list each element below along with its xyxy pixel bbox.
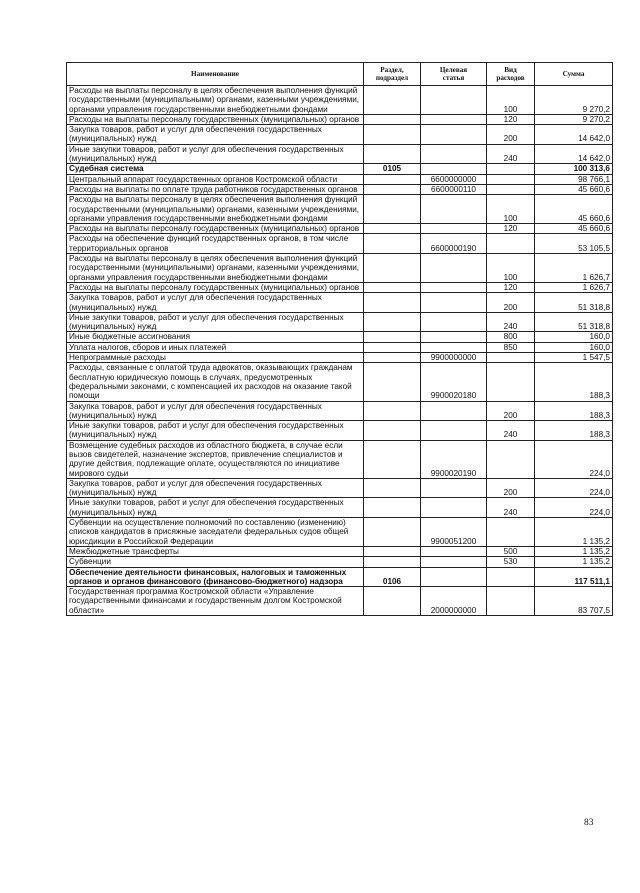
row-kind-cell: 240 (487, 498, 535, 518)
row-kind-cell: 240 (487, 144, 535, 164)
table-row (67, 401, 613, 421)
row-section-cell (364, 144, 421, 164)
row-sum-cell: 117 511,1 (535, 567, 613, 587)
row-name-cell: Субвенции (67, 557, 364, 567)
row-section-cell (364, 234, 421, 254)
table-row (67, 518, 613, 547)
row-name-cell: Расходы, связанные с оплатой труда адвокатов, оказывающих гражданам бесплатную юридическую помощь в случаях, предусмотренных федеральными законами, с компенсацией их расходов на оказание такой помощи (67, 363, 364, 401)
header-section-line1: Раздел, (380, 66, 404, 74)
row-name-cell: Закупка товаров, работ и услуг для обеспечения государственных (муниципальных) нужд (67, 293, 364, 313)
budget-table (66, 62, 613, 616)
row-section-cell (364, 342, 421, 352)
row-target-cell (421, 401, 487, 421)
row-name-cell: Центральный аппарат государственных органов Костромской области (67, 174, 364, 184)
table-row (67, 567, 613, 587)
row-sum-cell: 51 318,8 (535, 312, 613, 332)
row-target-cell: 6600000000 (421, 174, 487, 184)
row-kind-cell: 100 (487, 195, 535, 224)
row-kind-cell (487, 587, 535, 616)
row-target-cell (421, 557, 487, 567)
row-section-cell (364, 478, 421, 498)
row-kind-cell: 200 (487, 401, 535, 421)
row-section-cell (364, 184, 421, 194)
table-row (67, 440, 613, 478)
row-sum-cell: 1 626,7 (535, 282, 613, 292)
row-sum-cell: 1 135,2 (535, 557, 613, 567)
row-name-cell: Расходы на выплаты персоналу государственных (муниципальных) органов (67, 114, 364, 124)
row-section-cell (364, 421, 421, 441)
header-target (421, 63, 487, 86)
row-target-cell: 9900051200 (421, 518, 487, 547)
table-row (67, 546, 613, 556)
row-section-cell (364, 401, 421, 421)
row-name-cell: Межбюджетные трансферты (67, 546, 364, 556)
row-target-cell (421, 332, 487, 342)
row-section-cell (364, 174, 421, 184)
row-target-cell (421, 421, 487, 441)
row-kind-cell: 240 (487, 421, 535, 441)
row-sum-cell: 1 547,5 (535, 353, 613, 363)
table-row (67, 234, 613, 254)
row-sum-cell: 1 135,2 (535, 518, 613, 547)
row-section-cell (364, 498, 421, 518)
row-section-cell (364, 254, 421, 283)
row-kind-cell: 800 (487, 332, 535, 342)
row-sum-cell: 14 642,0 (535, 144, 613, 164)
row-name-cell: Расходы на выплаты персоналу в целях обеспечения выполнения функций государственными (муниципальными) органами, казенными учреждениями, органами управления государственными внебюджетными фондами (67, 86, 364, 115)
row-sum-cell: 188,3 (535, 363, 613, 401)
row-target-cell (421, 342, 487, 352)
table-row (67, 125, 613, 145)
row-name-cell: Расходы на выплаты персоналу государственных (муниципальных) органов (67, 224, 364, 234)
row-target-cell (421, 478, 487, 498)
row-target-cell (421, 164, 487, 174)
row-kind-cell: 200 (487, 125, 535, 145)
header-name-text: Наименование (191, 70, 239, 78)
row-kind-cell (487, 363, 535, 401)
header-target-line1: Целевая (439, 66, 468, 74)
table-row (67, 86, 613, 115)
row-section-cell (364, 546, 421, 556)
row-target-cell (421, 224, 487, 234)
row-sum-cell: 51 318,8 (535, 293, 613, 313)
row-sum-cell: 160,0 (535, 332, 613, 342)
row-target-cell (421, 195, 487, 224)
row-kind-cell: 530 (487, 557, 535, 567)
row-sum-cell: 188,3 (535, 421, 613, 441)
table-row (67, 421, 613, 441)
row-name-cell: Иные закупки товаров, работ и услуг для обеспечения государственных (муниципальных) нужд (67, 312, 364, 332)
row-name-cell: Закупка товаров, работ и услуг для обеспечения государственных (муниципальных) нужд (67, 478, 364, 498)
table-row (67, 498, 613, 518)
row-section-cell (364, 353, 421, 363)
table-row (67, 478, 613, 498)
row-kind-cell: 100 (487, 86, 535, 115)
row-name-cell: Расходы на выплаты персоналу в целях обеспечения выполнения функций государственными (муниципальными) органами, казенными учреждениями, органами управления государственными внебюджетными фондами (67, 254, 364, 283)
row-sum-cell: 100 313,6 (535, 164, 613, 174)
row-section-cell (364, 587, 421, 616)
table-row (67, 144, 613, 164)
row-kind-cell: 120 (487, 282, 535, 292)
row-name-cell: Закупка товаров, работ и услуг для обеспечения государственных (муниципальных) нужд (67, 125, 364, 145)
row-sum-cell: 53 105,5 (535, 234, 613, 254)
table-row (67, 353, 613, 363)
row-sum-cell: 1 135,2 (535, 546, 613, 556)
row-kind-cell: 120 (487, 114, 535, 124)
table-row (67, 557, 613, 567)
row-target-cell (421, 282, 487, 292)
row-target-cell: 9900020190 (421, 440, 487, 478)
row-section-cell (364, 86, 421, 115)
row-section-cell (364, 282, 421, 292)
row-sum-cell: 45 660,6 (535, 184, 613, 194)
row-kind-cell (487, 174, 535, 184)
row-name-cell: Закупка товаров, работ и услуг для обеспечения государственных (муниципальных) нужд (67, 401, 364, 421)
header-section-line2: подраздел (375, 74, 409, 82)
row-sum-cell: 160,0 (535, 342, 613, 352)
row-name-cell: Государственная программа Костромской области «Управление государственными финансами и государственным долгом Костромской области» (67, 587, 364, 616)
row-section-cell (364, 557, 421, 567)
table-row (67, 342, 613, 352)
row-kind-cell (487, 567, 535, 587)
table-row (67, 293, 613, 313)
row-kind-cell: 500 (487, 546, 535, 556)
row-sum-cell: 83 707,5 (535, 587, 613, 616)
row-target-cell (421, 312, 487, 332)
header-kind (487, 63, 535, 86)
header-section (364, 63, 421, 86)
row-target-cell (421, 114, 487, 124)
row-name-cell: Расходы на выплаты по оплате труда работников государственных органов (67, 184, 364, 194)
row-name-cell: Возмещение судебных расходов из областного бюджета, в случае если вызов свидетелей, назначение экспертов, привлечение специалистов и другие действия, подлежащие оплате, осуществляются по инициативе мирового судьи (67, 440, 364, 478)
row-name-cell: Субвенции на осуществление полномочий по составлению (изменению) списков кандидатов в присяжные заседатели федеральных судов общей юрисдикции в Российской Федерации (67, 518, 364, 547)
row-section-cell (364, 224, 421, 234)
row-target-cell (421, 567, 487, 587)
row-sum-cell: 14 642,0 (535, 125, 613, 145)
row-section-cell: 0106 (364, 567, 421, 587)
table-row (67, 363, 613, 401)
row-name-cell: Расходы на выплаты персоналу в целях обеспечения выполнения функций государственными (муниципальными) органами, казенными учреждениями, органами управления государственными внебюджетными фондами (67, 195, 364, 224)
table-row (67, 282, 613, 292)
header-sum (535, 63, 613, 86)
row-name-cell: Расходы на обеспечение функций государственных органов, в том числе территориальных органов (67, 234, 364, 254)
row-target-cell: 6600000190 (421, 234, 487, 254)
row-target-cell: 6600000110 (421, 184, 487, 194)
table-row (67, 174, 613, 184)
row-section-cell (364, 518, 421, 547)
header-kind-line1: Вид (504, 66, 517, 74)
row-name-cell: Иные закупки товаров, работ и услуг для обеспечения государственных (муниципальных) нужд (67, 144, 364, 164)
header-sum-text: Сумма (562, 70, 585, 78)
row-sum-cell: 45 660,6 (535, 195, 613, 224)
table-row (67, 254, 613, 283)
row-kind-cell (487, 234, 535, 254)
row-target-cell (421, 498, 487, 518)
table-header-row (67, 63, 613, 86)
row-kind-cell (487, 440, 535, 478)
row-sum-cell: 224,0 (535, 498, 613, 518)
row-target-cell (421, 86, 487, 115)
row-section-cell (364, 195, 421, 224)
table-row (67, 332, 613, 342)
row-target-cell (421, 546, 487, 556)
row-target-cell (421, 144, 487, 164)
row-kind-cell: 850 (487, 342, 535, 352)
row-kind-cell: 100 (487, 254, 535, 283)
row-kind-cell (487, 184, 535, 194)
row-sum-cell: 98 766,1 (535, 174, 613, 184)
row-target-cell: 9900020180 (421, 363, 487, 401)
row-kind-cell: 200 (487, 478, 535, 498)
row-sum-cell: 9 270,2 (535, 114, 613, 124)
row-sum-cell: 9 270,2 (535, 86, 613, 115)
row-sum-cell: 188,3 (535, 401, 613, 421)
header-kind-line2: расходов (496, 74, 525, 82)
page-number: 83 (584, 818, 594, 828)
row-target-cell (421, 254, 487, 283)
row-kind-cell: 200 (487, 293, 535, 313)
row-name-cell: Иные бюджетные ассигнования (67, 332, 364, 342)
table-row (67, 164, 613, 174)
row-target-cell: 2000000000 (421, 587, 487, 616)
header-name (67, 63, 364, 86)
table-row (67, 184, 613, 194)
row-section-cell (364, 363, 421, 401)
table-row (67, 587, 613, 616)
row-name-cell: Судебная система (67, 164, 364, 174)
row-section-cell: 0105 (364, 164, 421, 174)
row-kind-cell (487, 518, 535, 547)
row-name-cell: Непрограммные расходы (67, 353, 364, 363)
row-target-cell (421, 293, 487, 313)
header-target-line2: статья (442, 74, 465, 82)
table-row (67, 195, 613, 224)
row-kind-cell (487, 353, 535, 363)
row-sum-cell: 224,0 (535, 440, 613, 478)
row-section-cell (364, 114, 421, 124)
row-target-cell (421, 125, 487, 145)
row-section-cell (364, 332, 421, 342)
row-section-cell (364, 125, 421, 145)
row-sum-cell: 45 660,6 (535, 224, 613, 234)
row-name-cell: Уплата налогов, сборов и иных платежей (67, 342, 364, 352)
row-name-cell: Расходы на выплаты персоналу государственных (муниципальных) органов (67, 282, 364, 292)
row-section-cell (364, 293, 421, 313)
row-sum-cell: 1 626,7 (535, 254, 613, 283)
row-kind-cell (487, 164, 535, 174)
row-name-cell: Иные закупки товаров, работ и услуг для обеспечения государственных (муниципальных) нужд (67, 498, 364, 518)
table-row (67, 312, 613, 332)
table-row (67, 114, 613, 124)
table-row (67, 224, 613, 234)
row-section-cell (364, 440, 421, 478)
row-name-cell: Обеспечение деятельности финансовых, налоговых и таможенных органов и органов финансового (финансово-бюджетного) надзора (67, 567, 364, 587)
row-sum-cell: 224,0 (535, 478, 613, 498)
row-kind-cell: 240 (487, 312, 535, 332)
row-name-cell: Иные закупки товаров, работ и услуг для обеспечения государственных (муниципальных) нужд (67, 421, 364, 441)
row-section-cell (364, 312, 421, 332)
row-target-cell: 9900000000 (421, 353, 487, 363)
row-kind-cell: 120 (487, 224, 535, 234)
